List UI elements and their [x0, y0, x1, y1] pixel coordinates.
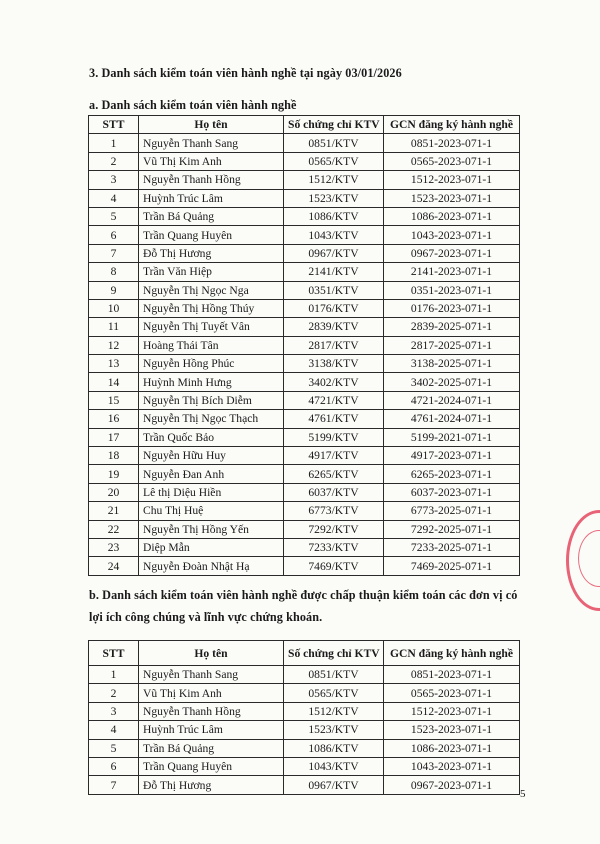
cell-name: Nguyễn Hữu Huy: [139, 447, 284, 465]
cell-gcn: 1086-2023-071-1: [384, 739, 520, 757]
table-row: [89, 281, 520, 299]
page-number: 5: [520, 788, 526, 800]
auditor-table-b: [88, 640, 520, 795]
cell-gcn: 0851-2023-071-1: [384, 666, 520, 684]
table-row: [89, 318, 520, 336]
column-header-stt: STT: [89, 116, 139, 134]
cell-gcn: 6265-2023-071-1: [384, 465, 520, 483]
cell-name: Nguyễn Thị Tuyết Vân: [139, 318, 284, 336]
table-row: [89, 226, 520, 244]
cell-gcn: 6037-2023-071-1: [384, 483, 520, 501]
cell-stt: 11: [89, 318, 139, 336]
cell-ktv: 1512/KTV: [284, 702, 384, 720]
cell-ktv: 1043/KTV: [284, 757, 384, 775]
cell-name: Nguyễn Thanh Hồng: [139, 171, 284, 189]
cell-name: Vũ Thị Kim Anh: [139, 684, 284, 702]
cell-name: Chu Thị Huệ: [139, 502, 284, 520]
table-row: [89, 465, 520, 483]
cell-ktv: 0565/KTV: [284, 684, 384, 702]
cell-stt: 13: [89, 355, 139, 373]
cell-name: Hoàng Thái Tân: [139, 336, 284, 354]
cell-gcn: 2141-2023-071-1: [384, 263, 520, 281]
cell-name: Nguyễn Thị Ngọc Thạch: [139, 410, 284, 428]
cell-gcn: 3402-2025-071-1: [384, 373, 520, 391]
table-row: [89, 666, 520, 684]
cell-stt: 9: [89, 281, 139, 299]
table-row: [89, 391, 520, 409]
table-row: [89, 776, 520, 794]
cell-stt: 5: [89, 739, 139, 757]
cell-name: Nguyễn Thị Bích Diễm: [139, 391, 284, 409]
table-row: [89, 538, 520, 556]
cell-ktv: 1523/KTV: [284, 721, 384, 739]
cell-name: Trần Quang Huyên: [139, 226, 284, 244]
cell-ktv: 6037/KTV: [284, 483, 384, 501]
cell-stt: 1: [89, 134, 139, 152]
table-row: [89, 134, 520, 152]
cell-gcn: 7233-2025-071-1: [384, 538, 520, 556]
cell-stt: 22: [89, 520, 139, 538]
column-header-name: Họ tên: [139, 116, 284, 134]
cell-stt: 23: [89, 538, 139, 556]
cell-name: Trần Văn Hiệp: [139, 263, 284, 281]
table-row: [89, 299, 520, 317]
cell-name: Trần Bá Quảng: [139, 207, 284, 225]
section-title: 3. Danh sách kiểm toán viên hành nghề tại ngày 03/01/2026: [89, 66, 402, 80]
cell-stt: 3: [89, 171, 139, 189]
auditor-table-a: [88, 115, 520, 576]
table-row: [89, 171, 520, 189]
cell-ktv: 6773/KTV: [284, 502, 384, 520]
cell-name: Nguyễn Thanh Sang: [139, 666, 284, 684]
cell-gcn: 1043-2023-071-1: [384, 226, 520, 244]
cell-ktv: 0565/KTV: [284, 152, 384, 170]
cell-ktv: 5199/KTV: [284, 428, 384, 446]
cell-stt: 24: [89, 557, 139, 575]
cell-gcn: 4761-2024-071-1: [384, 410, 520, 428]
table-row: [89, 207, 520, 225]
cell-stt: 5: [89, 207, 139, 225]
cell-ktv: 2839/KTV: [284, 318, 384, 336]
cell-stt: 16: [89, 410, 139, 428]
cell-ktv: 1043/KTV: [284, 226, 384, 244]
cell-gcn: 5199-2021-071-1: [384, 428, 520, 446]
column-header-stt: STT: [89, 641, 139, 666]
column-header-name: Họ tên: [139, 641, 284, 666]
cell-ktv: 2817/KTV: [284, 336, 384, 354]
cell-name: Huỳnh Trúc Lâm: [139, 721, 284, 739]
cell-ktv: 1086/KTV: [284, 739, 384, 757]
table-row: [89, 483, 520, 501]
cell-stt: 2: [89, 684, 139, 702]
cell-gcn: 7292-2025-071-1: [384, 520, 520, 538]
table-row: [89, 244, 520, 262]
column-header-gcn: GCN đăng ký hành nghề: [384, 641, 520, 666]
cell-name: Diệp Mẫn: [139, 538, 284, 556]
cell-stt: 7: [89, 244, 139, 262]
cell-gcn: 1512-2023-071-1: [384, 171, 520, 189]
table-row: [89, 721, 520, 739]
cell-stt: 17: [89, 428, 139, 446]
cell-name: Nguyễn Đan Anh: [139, 465, 284, 483]
cell-stt: 19: [89, 465, 139, 483]
table-header-row: [89, 116, 520, 134]
cell-name: Nguyễn Thanh Sang: [139, 134, 284, 152]
cell-stt: 8: [89, 263, 139, 281]
cell-gcn: 1523-2023-071-1: [384, 189, 520, 207]
table-row: [89, 739, 520, 757]
cell-stt: 21: [89, 502, 139, 520]
cell-gcn: 0967-2023-071-1: [384, 244, 520, 262]
cell-name: Huỳnh Minh Hưng: [139, 373, 284, 391]
table-row: [89, 152, 520, 170]
cell-gcn: 1523-2023-071-1: [384, 721, 520, 739]
cell-ktv: 0851/KTV: [284, 134, 384, 152]
table-row: [89, 373, 520, 391]
section-b-title: b. Danh sách kiểm toán viên hành nghề được chấp thuận kiểm toán các đơn vị có lợi ích công chúng và lĩnh vực chứng khoán.: [89, 588, 518, 624]
cell-name: Vũ Thị Kim Anh: [139, 152, 284, 170]
cell-stt: 15: [89, 391, 139, 409]
cell-gcn: 1086-2023-071-1: [384, 207, 520, 225]
cell-gcn: 2839-2025-071-1: [384, 318, 520, 336]
cell-name: Nguyễn Thị Hồng Thúy: [139, 299, 284, 317]
cell-ktv: 0351/KTV: [284, 281, 384, 299]
cell-gcn: 3138-2025-071-1: [384, 355, 520, 373]
cell-stt: 10: [89, 299, 139, 317]
table-row: [89, 336, 520, 354]
cell-ktv: 0176/KTV: [284, 299, 384, 317]
table-row: [89, 355, 520, 373]
cell-ktv: 4917/KTV: [284, 447, 384, 465]
cell-stt: 14: [89, 373, 139, 391]
cell-name: Nguyễn Thanh Hồng: [139, 702, 284, 720]
table-row: [89, 263, 520, 281]
cell-name: Nguyễn Thị Hồng Yến: [139, 520, 284, 538]
cell-stt: 4: [89, 189, 139, 207]
cell-name: Trần Quốc Bảo: [139, 428, 284, 446]
table-row: [89, 428, 520, 446]
table-row: [89, 410, 520, 428]
section-a-title: a. Danh sách kiểm toán viên hành nghề: [89, 98, 297, 112]
table-row: [89, 189, 520, 207]
cell-ktv: 1512/KTV: [284, 171, 384, 189]
cell-ktv: 0851/KTV: [284, 666, 384, 684]
table-row: [89, 447, 520, 465]
cell-stt: 4: [89, 721, 139, 739]
cell-ktv: 7292/KTV: [284, 520, 384, 538]
cell-name: Nguyễn Hồng Phúc: [139, 355, 284, 373]
cell-ktv: 7233/KTV: [284, 538, 384, 556]
table-row: [89, 502, 520, 520]
cell-name: Trần Quang Huyên: [139, 757, 284, 775]
cell-ktv: 3402/KTV: [284, 373, 384, 391]
cell-ktv: 4761/KTV: [284, 410, 384, 428]
cell-ktv: 2141/KTV: [284, 263, 384, 281]
table-row: [89, 757, 520, 775]
cell-gcn: 0851-2023-071-1: [384, 134, 520, 152]
cell-stt: 6: [89, 226, 139, 244]
cell-name: Lê thị Diệu Hiền: [139, 483, 284, 501]
cell-gcn: 1043-2023-071-1: [384, 757, 520, 775]
cell-stt: 7: [89, 776, 139, 794]
cell-stt: 18: [89, 447, 139, 465]
cell-stt: 1: [89, 666, 139, 684]
cell-gcn: 4917-2023-071-1: [384, 447, 520, 465]
cell-name: Đỗ Thị Hương: [139, 244, 284, 262]
column-header-ktv: Số chứng chỉ KTV: [284, 116, 384, 134]
cell-gcn: 0967-2023-071-1: [384, 776, 520, 794]
cell-gcn: 2817-2025-071-1: [384, 336, 520, 354]
cell-ktv: 0967/KTV: [284, 776, 384, 794]
cell-ktv: 4721/KTV: [284, 391, 384, 409]
cell-gcn: 6773-2025-071-1: [384, 502, 520, 520]
cell-stt: 6: [89, 757, 139, 775]
column-header-ktv: Số chứng chỉ KTV: [284, 641, 384, 666]
cell-gcn: 0565-2023-071-1: [384, 152, 520, 170]
cell-name: Huỳnh Trúc Lâm: [139, 189, 284, 207]
cell-stt: 2: [89, 152, 139, 170]
cell-stt: 20: [89, 483, 139, 501]
cell-ktv: 1086/KTV: [284, 207, 384, 225]
cell-ktv: 7469/KTV: [284, 557, 384, 575]
cell-ktv: 1523/KTV: [284, 189, 384, 207]
table-row: [89, 520, 520, 538]
table-row: [89, 684, 520, 702]
cell-stt: 12: [89, 336, 139, 354]
cell-gcn: 7469-2025-071-1: [384, 557, 520, 575]
table-header-row: [89, 641, 520, 666]
cell-stt: 3: [89, 702, 139, 720]
column-header-gcn: GCN đăng ký hành nghề: [384, 116, 520, 134]
cell-name: Nguyễn Thị Ngọc Nga: [139, 281, 284, 299]
cell-ktv: 6265/KTV: [284, 465, 384, 483]
cell-gcn: 0351-2023-071-1: [384, 281, 520, 299]
table-row: [89, 702, 520, 720]
cell-ktv: 3138/KTV: [284, 355, 384, 373]
cell-gcn: 1512-2023-071-1: [384, 702, 520, 720]
table-row: [89, 557, 520, 575]
cell-name: Trần Bá Quảng: [139, 739, 284, 757]
cell-name: Nguyễn Đoàn Nhật Hạ: [139, 557, 284, 575]
cell-gcn: 0176-2023-071-1: [384, 299, 520, 317]
cell-gcn: 4721-2024-071-1: [384, 391, 520, 409]
cell-gcn: 0565-2023-071-1: [384, 684, 520, 702]
cell-ktv: 0967/KTV: [284, 244, 384, 262]
cell-name: Đỗ Thị Hương: [139, 776, 284, 794]
